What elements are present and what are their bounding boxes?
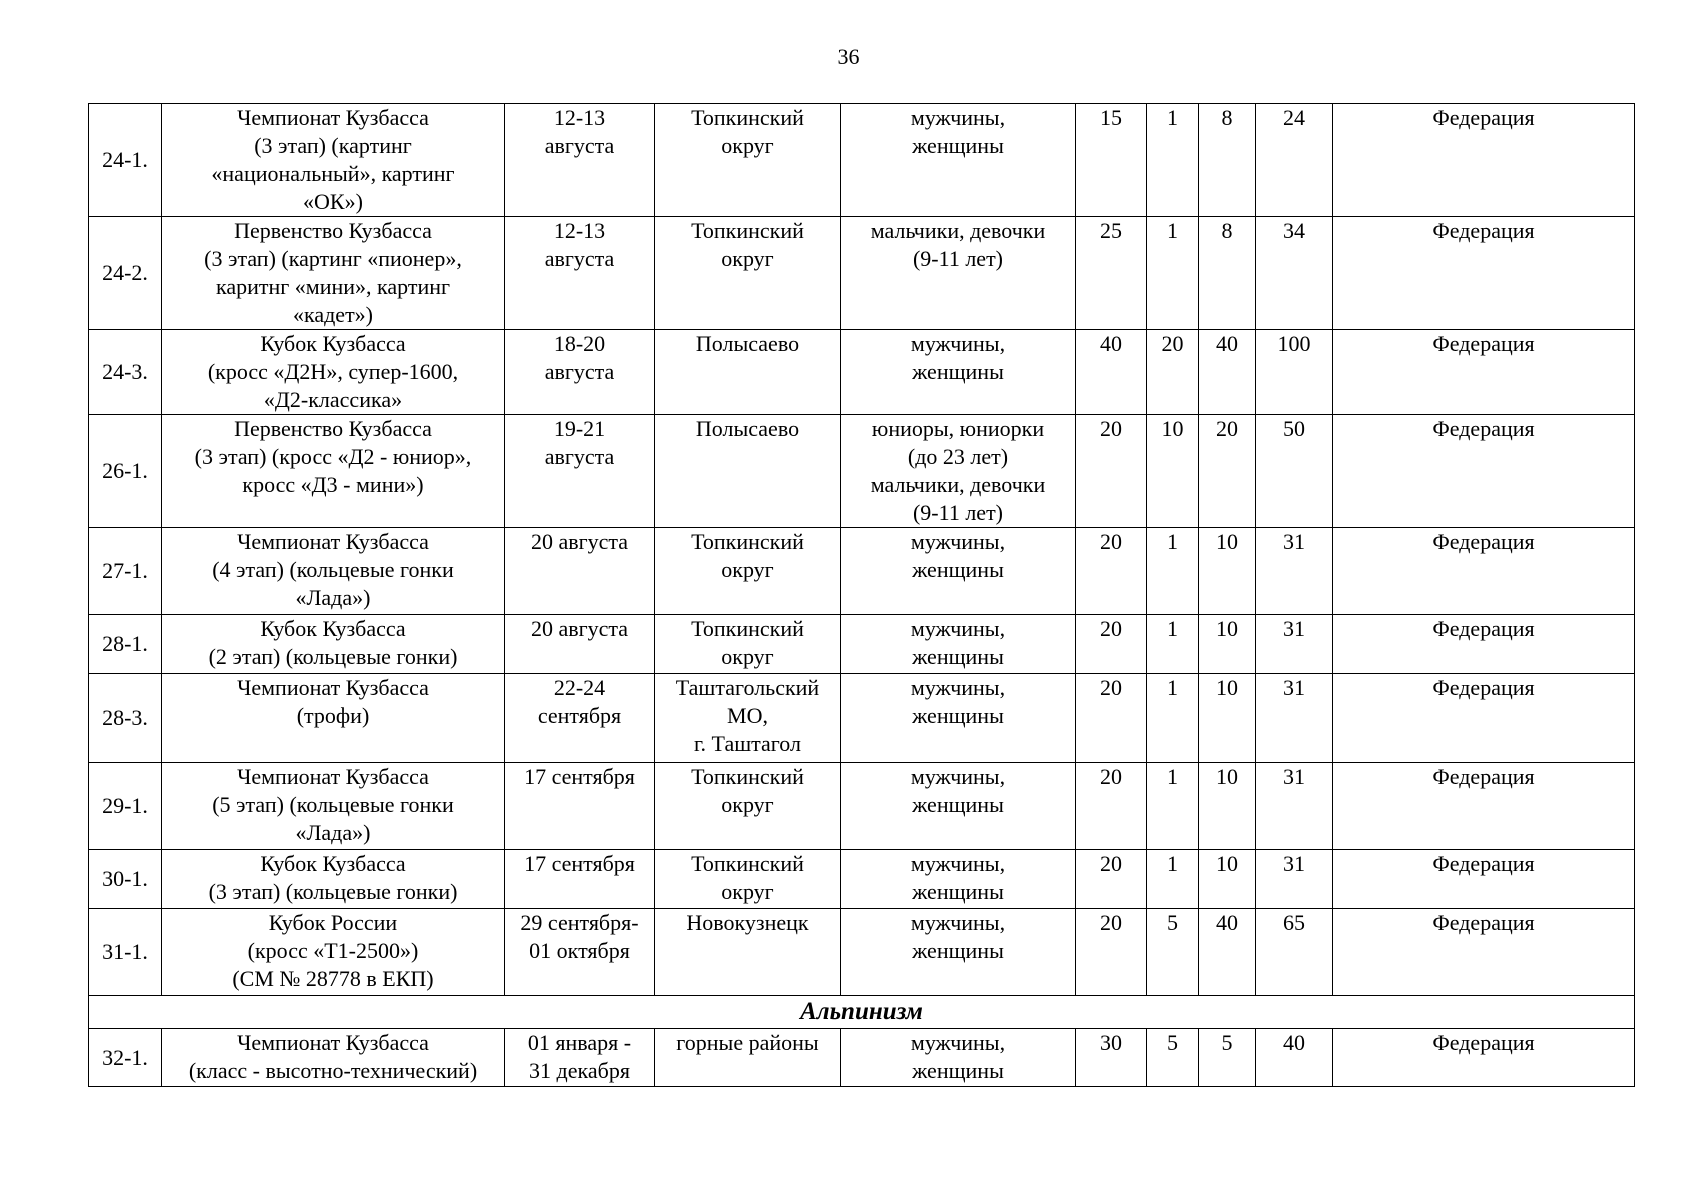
events-table — [88, 103, 1635, 1087]
event-participants: мальчики, девочки (9-11 лет) — [841, 217, 1076, 330]
count-1: 25 — [1076, 217, 1147, 330]
count-2: 1 — [1147, 528, 1199, 615]
event-place: Топкинский округ — [655, 615, 841, 674]
count-3: 10 — [1199, 850, 1256, 909]
organizer: Федерация — [1333, 330, 1635, 415]
count-2: 20 — [1147, 330, 1199, 415]
organizer: Федерация — [1333, 104, 1635, 217]
count-3: 40 — [1199, 330, 1256, 415]
count-2: 1 — [1147, 217, 1199, 330]
event-participants: мужчины, женщины — [841, 615, 1076, 674]
event-name: Кубок Кузбасса (2 этап) (кольцевые гонки) — [162, 615, 505, 674]
count-3: 10 — [1199, 615, 1256, 674]
event-dates: 19-21 августа — [505, 415, 655, 528]
count-2: 5 — [1147, 1029, 1199, 1087]
count-2: 1 — [1147, 674, 1199, 763]
event-participants: мужчины, женщины — [841, 1029, 1076, 1087]
count-2: 10 — [1147, 415, 1199, 528]
event-name: Кубок России (кросс «Т1-2500») (СМ № 28778 в ЕКП) — [162, 909, 505, 996]
count-total: 100 — [1256, 330, 1333, 415]
event-name: Чемпионат Кузбасса (4 этап) (кольцевые гонки «Лада») — [162, 528, 505, 615]
event-name: Кубок Кузбасса (кросс «Д2Н», супер-1600, «Д2-классика» — [162, 330, 505, 415]
page-number: 36 — [837, 44, 860, 69]
table-row — [89, 674, 1635, 763]
organizer: Федерация — [1333, 763, 1635, 850]
row-number: 32-1. — [89, 1029, 162, 1087]
event-participants: мужчины, женщины — [841, 528, 1076, 615]
table-row — [89, 1029, 1635, 1087]
event-place: Топкинский округ — [655, 104, 841, 217]
event-place: Топкинский округ — [655, 850, 841, 909]
count-2: 5 — [1147, 909, 1199, 996]
section-row — [89, 996, 1635, 1029]
count-total: 65 — [1256, 909, 1333, 996]
organizer: Федерация — [1333, 415, 1635, 528]
count-2: 1 — [1147, 763, 1199, 850]
row-number: 31-1. — [89, 909, 162, 996]
event-name: Кубок Кузбасса (3 этап) (кольцевые гонки) — [162, 850, 505, 909]
event-dates: 01 января - 31 декабря — [505, 1029, 655, 1087]
table-row — [89, 104, 1635, 217]
row-number: 30-1. — [89, 850, 162, 909]
row-number: 29-1. — [89, 763, 162, 850]
row-number: 24-3. — [89, 330, 162, 415]
event-dates: 20 августа — [505, 528, 655, 615]
count-3: 10 — [1199, 528, 1256, 615]
count-1: 20 — [1076, 909, 1147, 996]
count-total: 31 — [1256, 674, 1333, 763]
count-1: 20 — [1076, 674, 1147, 763]
row-number: 24-2. — [89, 217, 162, 330]
count-2: 1 — [1147, 615, 1199, 674]
count-total: 40 — [1256, 1029, 1333, 1087]
count-1: 20 — [1076, 763, 1147, 850]
count-3: 20 — [1199, 415, 1256, 528]
event-place: Полысаево — [655, 415, 841, 528]
count-1: 30 — [1076, 1029, 1147, 1087]
event-name: Чемпионат Кузбасса (5 этап) (кольцевые гонки «Лада») — [162, 763, 505, 850]
event-dates: 20 августа — [505, 615, 655, 674]
count-1: 40 — [1076, 330, 1147, 415]
event-dates: 22-24 сентября — [505, 674, 655, 763]
count-total: 24 — [1256, 104, 1333, 217]
event-name: Чемпионат Кузбасса (3 этап) (картинг «национальный», картинг «ОК») — [162, 104, 505, 217]
count-1: 20 — [1076, 850, 1147, 909]
count-total: 31 — [1256, 528, 1333, 615]
event-name: Первенство Кузбасса (3 этап) (картинг «пионер», каритнг «мини», картинг «кадет») — [162, 217, 505, 330]
event-name: Чемпионат Кузбасса (класс - высотно-технический) — [162, 1029, 505, 1087]
count-1: 20 — [1076, 415, 1147, 528]
event-dates: 18-20 августа — [505, 330, 655, 415]
event-participants: мужчины, женщины — [841, 104, 1076, 217]
organizer: Федерация — [1333, 528, 1635, 615]
row-number: 28-1. — [89, 615, 162, 674]
count-3: 8 — [1199, 104, 1256, 217]
event-place: Полысаево — [655, 330, 841, 415]
event-participants: мужчины, женщины — [841, 909, 1076, 996]
event-dates: 12-13 августа — [505, 104, 655, 217]
section-title: Альпинизм — [89, 996, 1635, 1029]
row-number: 24-1. — [89, 104, 162, 217]
count-1: 20 — [1076, 615, 1147, 674]
row-number: 27-1. — [89, 528, 162, 615]
count-1: 20 — [1076, 528, 1147, 615]
count-total: 50 — [1256, 415, 1333, 528]
organizer: Федерация — [1333, 850, 1635, 909]
organizer: Федерация — [1333, 1029, 1635, 1087]
count-3: 10 — [1199, 763, 1256, 850]
organizer: Федерация — [1333, 217, 1635, 330]
event-dates: 29 сентября- 01 октября — [505, 909, 655, 996]
organizer: Федерация — [1333, 674, 1635, 763]
table-row — [89, 850, 1635, 909]
organizer: Федерация — [1333, 615, 1635, 674]
table-row — [89, 217, 1635, 330]
event-place: Топкинский округ — [655, 763, 841, 850]
count-3: 10 — [1199, 674, 1256, 763]
event-participants: мужчины, женщины — [841, 674, 1076, 763]
count-total: 31 — [1256, 850, 1333, 909]
row-number: 28-3. — [89, 674, 162, 763]
row-number: 26-1. — [89, 415, 162, 528]
table-row — [89, 528, 1635, 615]
table-row — [89, 763, 1635, 850]
event-dates: 17 сентября — [505, 763, 655, 850]
event-name: Первенство Кузбасса (3 этап) (кросс «Д2 - юниор», кросс «Д3 - мини») — [162, 415, 505, 528]
count-3: 5 — [1199, 1029, 1256, 1087]
event-place: горные районы — [655, 1029, 841, 1087]
event-dates: 12-13 августа — [505, 217, 655, 330]
event-place: Таштагольский МО, г. Таштагол — [655, 674, 841, 763]
event-name: Чемпионат Кузбасса (трофи) — [162, 674, 505, 763]
table-row — [89, 330, 1635, 415]
organizer: Федерация — [1333, 909, 1635, 996]
events-table-body — [89, 104, 1635, 1087]
table-row — [89, 909, 1635, 996]
count-3: 40 — [1199, 909, 1256, 996]
count-total: 31 — [1256, 615, 1333, 674]
event-participants: мужчины, женщины — [841, 850, 1076, 909]
count-1: 15 — [1076, 104, 1147, 217]
count-total: 34 — [1256, 217, 1333, 330]
event-participants: мужчины, женщины — [841, 330, 1076, 415]
event-place: Топкинский округ — [655, 528, 841, 615]
event-participants: юниоры, юниорки (до 23 лет) мальчики, девочки (9-11 лет) — [841, 415, 1076, 528]
count-2: 1 — [1147, 850, 1199, 909]
count-total: 31 — [1256, 763, 1333, 850]
count-2: 1 — [1147, 104, 1199, 217]
event-place: Топкинский округ — [655, 217, 841, 330]
event-participants: мужчины, женщины — [841, 763, 1076, 850]
event-place: Новокузнецк — [655, 909, 841, 996]
table-row — [89, 415, 1635, 528]
event-dates: 17 сентября — [505, 850, 655, 909]
table-row — [89, 615, 1635, 674]
count-3: 8 — [1199, 217, 1256, 330]
